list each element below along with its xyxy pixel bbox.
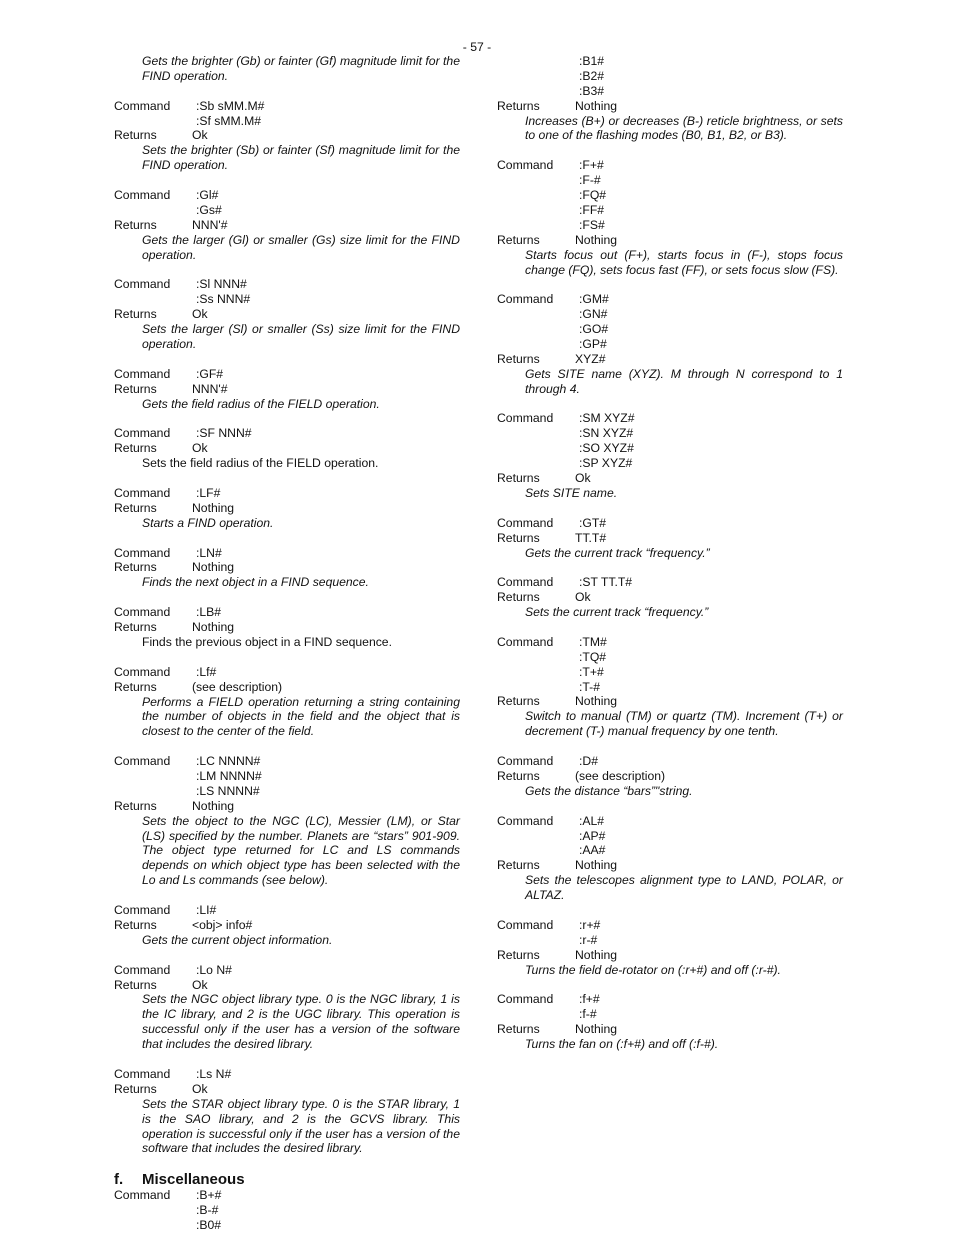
returns-label: Returns <box>114 917 157 932</box>
command-value: :LF# <box>196 485 221 500</box>
command-value: :GO# <box>579 322 609 337</box>
command-line <box>114 754 460 769</box>
command-value: :FS# <box>579 217 605 232</box>
returns-line <box>114 1082 460 1097</box>
command-entry <box>114 754 460 888</box>
description: Gets the current object information. <box>142 932 333 947</box>
returns-line <box>114 680 460 695</box>
command-label: Command <box>497 515 554 530</box>
description: Sets SITE name. <box>525 485 618 500</box>
command-label: Command <box>114 98 171 113</box>
command-value: :LN# <box>196 545 222 560</box>
command-line <box>497 158 843 173</box>
command-line <box>497 337 843 352</box>
command-entry <box>497 575 843 620</box>
command-value: :AP# <box>579 828 606 843</box>
command-line <box>114 784 460 799</box>
command-line <box>497 441 843 456</box>
command-value: :B3# <box>579 83 605 98</box>
command-line <box>114 605 460 620</box>
description: Gets the brighter (Gb) or fainter (Gf) magnitude limit for the FIND operation. <box>142 54 460 83</box>
command-entry <box>497 918 843 978</box>
returns-label: Returns <box>497 232 540 247</box>
returns-value: Ok <box>575 471 591 486</box>
command-entry <box>114 277 460 351</box>
command-value: :D# <box>579 754 598 769</box>
description: Gets the current track “frequency.” <box>525 545 710 560</box>
returns-line <box>114 918 460 933</box>
command-entry <box>114 963 460 1052</box>
command-line <box>497 665 843 680</box>
command-value: :B+# <box>196 1188 222 1203</box>
description: Sets the object to the NGC (LC), Messier (LM), or Star (LS) specified by the number. Planets are “stars” 901-909. The object type returned for LC and LS commands depends on which object type has been selected with the Lo and Ls commands (see below). <box>142 813 460 888</box>
command-value: :SP XYZ# <box>579 456 633 471</box>
command-line <box>114 486 460 501</box>
command-value: :LS NNNN# <box>196 783 260 798</box>
command-value: :r+# <box>579 917 601 932</box>
command-value: :Sf sMM.M# <box>196 113 262 128</box>
command-value: :FQ# <box>579 188 607 203</box>
command-line <box>114 963 460 978</box>
returns-label: Returns <box>497 590 540 605</box>
command-line <box>497 754 843 769</box>
command-value: :B0# <box>196 1218 222 1233</box>
command-value: :Lf# <box>196 664 217 679</box>
returns-value: Nothing <box>192 798 235 813</box>
command-line <box>497 69 843 84</box>
command-label: Command <box>114 426 171 441</box>
returns-line <box>114 382 460 397</box>
command-line <box>114 1188 460 1203</box>
command-line <box>114 903 460 918</box>
command-line <box>497 516 843 531</box>
command-line <box>497 173 843 188</box>
description: Turns the fan on (:f+#) and off (:f-#). <box>525 1037 719 1052</box>
returns-line <box>114 501 460 516</box>
command-entry <box>497 54 843 143</box>
command-value: :SM XYZ# <box>579 411 635 426</box>
returns-line <box>497 471 843 486</box>
command-line <box>114 546 460 561</box>
returns-label: Returns <box>497 98 540 113</box>
command-entry <box>497 411 843 500</box>
command-line <box>497 814 843 829</box>
command-entry <box>497 516 843 561</box>
returns-line <box>497 590 843 605</box>
command-line <box>497 292 843 307</box>
command-entry <box>114 903 460 948</box>
command-entry <box>114 665 460 740</box>
command-line <box>497 650 843 665</box>
command-line <box>114 1067 460 1082</box>
returns-line <box>497 233 843 248</box>
command-label: Command <box>497 411 554 426</box>
command-value: :F+# <box>579 158 604 173</box>
command-value: :AL# <box>579 813 605 828</box>
command-value: :FF# <box>579 202 605 217</box>
command-entry <box>114 1188 460 1233</box>
command-label: Command <box>497 292 554 307</box>
returns-line <box>497 694 843 709</box>
command-line <box>497 188 843 203</box>
command-entry <box>114 367 460 412</box>
returns-line <box>114 128 460 143</box>
command-value: :SN XYZ# <box>579 426 634 441</box>
command-value: :GT# <box>579 515 607 530</box>
command-line <box>497 426 843 441</box>
command-label: Command <box>497 992 554 1007</box>
section-heading <box>114 1171 460 1188</box>
command-value: :SF NNN# <box>196 426 252 441</box>
command-value: :LC NNNN# <box>196 754 261 769</box>
returns-value: Nothing <box>192 560 235 575</box>
right-column <box>497 54 843 1067</box>
returns-label: Returns <box>497 530 540 545</box>
command-line <box>497 322 843 337</box>
command-entry <box>497 754 843 799</box>
command-line <box>497 1007 843 1022</box>
command-entry <box>497 814 843 903</box>
returns-label: Returns <box>114 217 157 232</box>
command-value: :T-# <box>579 679 600 694</box>
returns-label: Returns <box>114 381 157 396</box>
returns-label: Returns <box>114 1081 157 1096</box>
description: Gets the field radius of the FIELD operation. <box>142 396 380 411</box>
command-label: Command <box>114 754 171 769</box>
returns-line <box>114 441 460 456</box>
returns-value: Ok <box>575 590 591 605</box>
returns-label: Returns <box>114 620 157 635</box>
command-line <box>114 1203 460 1218</box>
command-line <box>114 114 460 129</box>
returns-line <box>114 218 460 233</box>
returns-value: Nothing <box>575 1022 618 1037</box>
command-value: :Sb sMM.M# <box>196 98 265 113</box>
command-entry <box>497 292 843 396</box>
command-value: :f+# <box>579 992 600 1007</box>
returns-label: Returns <box>497 768 540 783</box>
returns-label: Returns <box>114 798 157 813</box>
returns-value: XYZ# <box>575 351 606 366</box>
description: Switch to manual (TM) or quartz (TM). Increment (T+) or decrement (T-) manual frequency by one tenth. <box>525 709 843 739</box>
command-entry <box>114 486 460 531</box>
command-line <box>497 218 843 233</box>
returns-line <box>497 948 843 963</box>
command-entry <box>114 605 460 650</box>
command-label: Command <box>114 1066 171 1081</box>
returns-label: Returns <box>497 694 540 709</box>
command-label: Command <box>497 634 554 649</box>
command-value: :B-# <box>196 1203 219 1218</box>
command-value: :Lo N# <box>196 962 232 977</box>
command-label: Command <box>114 366 171 381</box>
returns-line <box>114 560 460 575</box>
command-label: Command <box>114 485 171 500</box>
command-label: Command <box>114 188 171 203</box>
command-line <box>114 277 460 292</box>
description: Starts focus out (F+), starts focus in (F-), stops focus change (FQ), sets focus fast (FF), or sets focus slow (FS). <box>525 247 843 277</box>
description: Gets SITE name (XYZ). M through N correspond to 1 through 4. <box>525 366 843 396</box>
command-value: :f-# <box>579 1007 597 1022</box>
left-column <box>114 54 460 1233</box>
command-line <box>497 54 843 69</box>
returns-line <box>114 978 460 993</box>
command-value: :Ss NNN# <box>196 292 251 307</box>
command-line <box>497 456 843 471</box>
returns-value: NNN'# <box>192 381 228 396</box>
command-value: :ST TT.T# <box>579 575 633 590</box>
returns-value: Nothing <box>575 98 618 113</box>
command-line <box>497 680 843 695</box>
description: Gets the distance “bars”"string. <box>525 783 693 798</box>
command-label: Command <box>114 605 171 620</box>
command-line <box>497 992 843 1007</box>
returns-label: Returns <box>114 128 157 143</box>
command-line <box>114 665 460 680</box>
command-line <box>114 203 460 218</box>
command-value: :r-# <box>579 932 598 947</box>
command-value: :GF# <box>196 366 224 381</box>
command-value: :AA# <box>579 843 606 858</box>
command-value: :B2# <box>579 68 605 83</box>
returns-value: Ok <box>192 441 208 456</box>
returns-line <box>497 769 843 784</box>
command-value: :Gs# <box>196 202 222 217</box>
returns-value: Ok <box>192 307 208 322</box>
command-entry <box>497 158 843 277</box>
description: Sets the field radius of the FIELD operation. <box>142 456 379 471</box>
returns-value: Ok <box>192 1081 208 1096</box>
description: Sets the telescopes alignment type to LAND, POLAR, or ALTAZ. <box>525 873 843 903</box>
command-line <box>497 843 843 858</box>
command-entry <box>114 426 460 471</box>
returns-label: Returns <box>497 858 540 873</box>
returns-line <box>114 620 460 635</box>
command-line <box>114 426 460 441</box>
returns-line <box>114 799 460 814</box>
returns-line <box>497 352 843 367</box>
command-label: Command <box>497 575 554 590</box>
returns-value: Nothing <box>192 500 235 515</box>
command-line <box>114 769 460 784</box>
command-line <box>114 367 460 382</box>
command-value: :SO XYZ# <box>579 441 634 456</box>
command-line <box>497 635 843 650</box>
command-line <box>114 188 460 203</box>
command-label: Command <box>114 277 171 292</box>
returns-label: Returns <box>497 351 540 366</box>
command-value: :GM# <box>579 292 609 307</box>
description: Performs a FIELD operation returning a string containing the number of objects in the field and the object that is closest to the center of the field. <box>142 694 460 739</box>
returns-value: (see description) <box>192 679 283 694</box>
returns-value: Ok <box>192 977 208 992</box>
returns-line <box>497 531 843 546</box>
returns-value: Nothing <box>575 694 618 709</box>
command-value: :TQ# <box>579 649 607 664</box>
description: Turns the field de-rotator on (:r+#) and off (:r-#). <box>525 962 781 977</box>
returns-line <box>114 307 460 322</box>
description: Starts a FIND operation. <box>142 515 274 530</box>
command-value: :LB# <box>196 605 222 620</box>
command-value: :B1# <box>579 54 605 68</box>
command-label: Command <box>497 917 554 932</box>
returns-value: Nothing <box>192 620 235 635</box>
command-label: Command <box>497 754 554 769</box>
command-label: Command <box>114 962 171 977</box>
command-label: Command <box>114 903 171 918</box>
returns-value: TT.T# <box>575 530 607 545</box>
command-line <box>114 99 460 114</box>
command-line <box>497 933 843 948</box>
command-value: :T+# <box>579 664 604 679</box>
command-value: :Gl# <box>196 188 219 203</box>
command-entry <box>114 99 460 173</box>
command-label: Command <box>497 813 554 828</box>
section-number: f. <box>114 1171 124 1189</box>
returns-value: Nothing <box>575 858 618 873</box>
returns-label: Returns <box>114 679 157 694</box>
returns-label: Returns <box>114 560 157 575</box>
command-value: :TM# <box>579 634 607 649</box>
command-label: Command <box>114 1188 171 1203</box>
command-entry <box>114 54 460 84</box>
description: Gets the larger (Gl) or smaller (Gs) size limit for the FIND operation. <box>142 232 460 262</box>
command-value: :Sl NNN# <box>196 277 247 292</box>
returns-label: Returns <box>497 947 540 962</box>
returns-label: Returns <box>114 307 157 322</box>
description: Finds the previous object in a FIND sequence. <box>142 634 392 649</box>
returns-value: NNN'# <box>192 217 228 232</box>
command-line <box>497 829 843 844</box>
description: Finds the next object in a FIND sequence. <box>142 575 369 590</box>
description: Sets the larger (Sl) or smaller (Ss) size limit for the FIND operation. <box>142 322 460 352</box>
command-line <box>497 84 843 99</box>
description: Sets the STAR object library type. 0 is the STAR library, 1 is the SAO library, and 2 is the GCVS library. This operation is successful only if the user has a version of the software that includes the desired library. <box>142 1096 460 1156</box>
command-line <box>497 307 843 322</box>
returns-line <box>497 99 843 114</box>
returns-value: Nothing <box>575 947 618 962</box>
command-entry <box>497 635 843 739</box>
returns-value: Ok <box>192 128 208 143</box>
command-line <box>497 575 843 590</box>
command-value: :LM NNNN# <box>196 769 262 783</box>
command-value: :Ls N# <box>196 1066 232 1081</box>
command-line <box>114 292 460 307</box>
command-entry <box>114 1067 460 1156</box>
returns-label: Returns <box>114 500 157 515</box>
description: Increases (B+) or decreases (B-) reticle brightness, or sets to one of the flashing modes (B0, B1, B2, or B3). <box>525 113 843 143</box>
command-value: :GN# <box>579 307 608 322</box>
returns-line <box>497 858 843 873</box>
returns-label: Returns <box>114 977 157 992</box>
description: Sets the NGC object library type. 0 is the NGC library, 1 is the IC library, and 2 is the UGC library. This operation is successful only if the user has a version of the software that includes the desired library. <box>142 992 460 1052</box>
section-title: Miscellaneous <box>142 1171 245 1189</box>
command-value: :F-# <box>579 173 601 188</box>
returns-value: Nothing <box>575 232 618 247</box>
command-label: Command <box>114 664 171 679</box>
description: Sets the current track “frequency.” <box>525 605 709 620</box>
returns-value: (see description) <box>575 768 666 783</box>
command-value: :LI# <box>196 903 217 918</box>
command-entry <box>114 188 460 262</box>
command-line <box>497 411 843 426</box>
returns-line <box>497 1022 843 1037</box>
command-line <box>497 918 843 933</box>
command-line <box>497 203 843 218</box>
command-line <box>114 1218 460 1233</box>
command-value: :GP# <box>579 336 607 351</box>
returns-value: <obj> info# <box>192 917 253 932</box>
page-number: - 57 - <box>462 40 492 54</box>
returns-label: Returns <box>114 441 157 456</box>
returns-label: Returns <box>497 1022 540 1037</box>
description: Sets the brighter (Sb) or fainter (Sf) magnitude limit for the FIND operation. <box>142 143 460 173</box>
returns-label: Returns <box>497 471 540 486</box>
command-entry <box>114 546 460 591</box>
command-label: Command <box>114 545 171 560</box>
command-label: Command <box>497 158 554 173</box>
command-entry <box>497 992 843 1052</box>
